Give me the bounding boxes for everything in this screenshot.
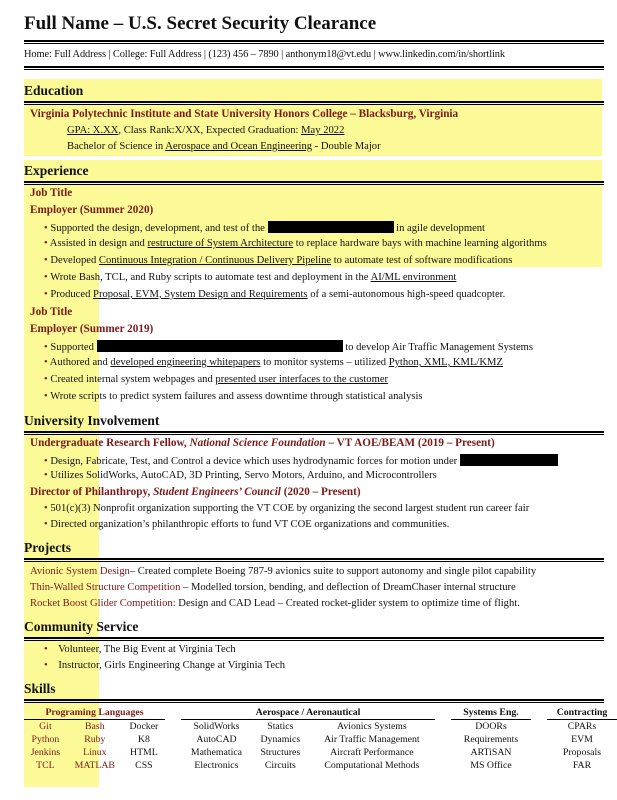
role-2-dates: (2020 – Present) bbox=[280, 486, 361, 498]
bullet-icon: • bbox=[44, 238, 48, 249]
bullet-icon: • bbox=[44, 374, 48, 385]
job1-bullet-3 bbox=[44, 255, 512, 266]
spacer bbox=[165, 720, 181, 734]
bullet-icon: • bbox=[44, 391, 48, 402]
job1-b3-text: Developed bbox=[50, 255, 99, 266]
spacer bbox=[435, 720, 451, 734]
skill-cell: Git bbox=[39, 721, 52, 732]
skills-header-programming: Programing Languages bbox=[24, 705, 165, 720]
title-rule bbox=[24, 40, 604, 44]
section-projects: Projects bbox=[24, 540, 71, 555]
skills-header-aerospace: Aerospace / Aeronautical bbox=[181, 705, 435, 720]
job2-b3-text: Created internal system webpages and bbox=[50, 374, 216, 385]
skills-header-contracting: Contracting bbox=[547, 705, 617, 720]
project-3 bbox=[30, 598, 520, 609]
skill-cell: Air Traffic Management bbox=[324, 734, 420, 745]
class-rank: , Class Rank:X/XX, Expected Graduation: bbox=[118, 125, 302, 136]
skill-cell: Proposals bbox=[562, 747, 602, 758]
spacer bbox=[531, 705, 547, 720]
skill-cell: Mathematica bbox=[190, 747, 243, 758]
skill-cell: K8 bbox=[137, 734, 150, 745]
bullet-icon: • bbox=[44, 456, 48, 467]
skill-cell: ARTiSAN bbox=[470, 747, 512, 758]
skills-rule bbox=[24, 699, 604, 703]
degree-prefix: Bachelor of Science in bbox=[67, 141, 166, 152]
bullet-icon: • bbox=[44, 644, 48, 655]
bullet-icon: • bbox=[44, 255, 48, 266]
section-community: Community Service bbox=[24, 619, 139, 634]
projects-rule bbox=[24, 558, 604, 562]
role-1-title: Undergraduate Research Fellow, bbox=[30, 437, 190, 449]
job2-bullet-2 bbox=[44, 357, 503, 368]
job2-b1-text: Supported bbox=[50, 342, 97, 353]
job2-bullet-1 bbox=[44, 340, 533, 353]
job2-b2-link: developed engineering whitepapers bbox=[110, 357, 261, 368]
skill-cell: Docker bbox=[129, 721, 159, 732]
skill-cell: MS Office bbox=[470, 760, 512, 771]
bullet-icon: • bbox=[44, 503, 48, 514]
skill-cell: Requirements bbox=[463, 734, 519, 745]
job1-b1-suffix: in agile development bbox=[393, 223, 486, 234]
job1-b2-text: Assisted in design and bbox=[49, 238, 148, 249]
skill-cell: AutoCAD bbox=[196, 734, 237, 745]
spacer bbox=[435, 759, 451, 772]
job1-b3-link: Continuous Integration / Continuous Delivery Pipeline bbox=[98, 255, 332, 266]
job2-bullet-3 bbox=[44, 374, 388, 385]
skill-cell: Jenkins bbox=[30, 747, 61, 758]
section-skills: Skills bbox=[24, 681, 56, 696]
role-1-b1-text: Design, Fabricate, Test, and Control a device which uses hydrodynamic forces for motion under bbox=[50, 456, 460, 467]
section-experience: Experience bbox=[24, 163, 89, 178]
project-2-name: Thin-Walled Structure Competition bbox=[30, 582, 181, 593]
redacted-block bbox=[268, 221, 394, 233]
bullet-icon: • bbox=[44, 357, 48, 368]
project-2-desc: – Modelled torsion, bending, and deflection of DreamChaser internal structure bbox=[180, 582, 516, 593]
skill-cell: HTML bbox=[130, 747, 158, 758]
involvement-rule bbox=[24, 431, 604, 435]
role-1-bullet-2 bbox=[44, 470, 437, 481]
degree-major: Aerospace and Ocean Engineering bbox=[165, 141, 313, 152]
role-1-b2-text: Utilizes SolidWorks, AutoCAD, 3D Printing, Servo Motors, Arduino, and Microcontrollers bbox=[50, 470, 437, 481]
job1-b5-link: Proposal, EVM, System Design and Requirements bbox=[93, 289, 308, 300]
job1-b4-link: AI/ML environment bbox=[370, 272, 457, 283]
skill-cell: Ruby bbox=[84, 734, 106, 745]
skill-cell: Python bbox=[31, 734, 60, 745]
job1-bullet-4 bbox=[44, 272, 456, 283]
job1-bullet-1 bbox=[44, 221, 485, 234]
spacer bbox=[531, 720, 547, 734]
bullet-icon: • bbox=[44, 342, 48, 353]
gpa-line bbox=[67, 125, 344, 136]
skill-cell: TCL bbox=[36, 760, 55, 771]
bullet-icon: • bbox=[44, 272, 48, 283]
job1-b2-link: restructure of System Architecture bbox=[147, 238, 294, 249]
community-rule bbox=[24, 637, 604, 641]
skill-cell: EVM bbox=[571, 734, 593, 745]
redacted-block bbox=[460, 454, 558, 466]
project-1-desc: – Created complete Boeing 787-9 avionics suite to support autonomy and single pilot capability bbox=[129, 566, 537, 577]
skill-cell: Linux bbox=[83, 747, 107, 758]
job1-title: Job Title bbox=[30, 187, 73, 199]
role-2-b2-text: Directed organization’s philanthropic efforts to fund VT COE organizations and communities. bbox=[50, 519, 450, 530]
job2-b2-mid: to monitor systems – utilized bbox=[260, 357, 389, 368]
job1-bullet-2 bbox=[44, 238, 547, 249]
skill-cell: Avionics Systems bbox=[336, 721, 407, 732]
role-2-bullet-1 bbox=[44, 503, 529, 514]
role-1-bullet-1 bbox=[44, 454, 558, 467]
job1-b4-text: Wrote Bash, TCL, and Ruby scripts to automate test and deployment in the bbox=[50, 272, 371, 283]
page-title: Full Name – U.S. Secret Security Clearance bbox=[24, 13, 377, 34]
bullet-icon: • bbox=[44, 223, 48, 234]
role-2 bbox=[30, 486, 361, 498]
job2-b3-link: presented user interfaces to the customer bbox=[215, 374, 389, 385]
community-item-2 bbox=[44, 660, 285, 671]
skills-header-row bbox=[24, 705, 617, 720]
education-rule bbox=[24, 101, 604, 105]
skill-cell: MATLAB bbox=[74, 760, 115, 771]
job1-b5-suffix: of a semi-autonomous high-speed quadcopter. bbox=[307, 289, 506, 300]
skills-row bbox=[24, 733, 617, 746]
spacer bbox=[165, 705, 181, 720]
job1-b3-suffix: to automate test of software modifications bbox=[331, 255, 513, 266]
skill-cell: Statics bbox=[267, 721, 294, 732]
role-1-dates: – VT AOE/BEAM (2019 – Present) bbox=[325, 437, 495, 449]
skill-cell: Aircraft Performance bbox=[330, 747, 414, 758]
degree-suffix: - Double Major bbox=[312, 141, 381, 152]
project-3-desc: Design and CAD Lead – Created rocket-glider system to optimize time of flight. bbox=[175, 598, 520, 609]
skill-cell: Structures bbox=[260, 747, 301, 758]
contact-rule bbox=[24, 66, 604, 70]
section-education: Education bbox=[24, 83, 84, 98]
job2-employer: Employer (Summer 2019) bbox=[30, 323, 154, 335]
bullet-icon: • bbox=[44, 519, 48, 530]
role-1-org: National Science Foundation bbox=[189, 437, 326, 449]
role-2-title: Director of Philanthropy, bbox=[30, 486, 154, 498]
spacer bbox=[531, 733, 547, 746]
spacer bbox=[435, 733, 451, 746]
community-item-2-text: Instructor, Girls Engineering Change at Virginia Tech bbox=[58, 660, 286, 671]
contact-line: Home: Full Address | College: Full Address | (123) 456 – 7890 | anthonym18@vt.edu | www.linkedin.com/in/shortlink bbox=[24, 49, 505, 60]
role-2-org: Student Engineers’ Council bbox=[153, 486, 281, 498]
role-1 bbox=[30, 437, 495, 449]
skill-cell: Dynamics bbox=[260, 734, 301, 745]
degree-line bbox=[67, 141, 381, 152]
spacer bbox=[165, 733, 181, 746]
spacer bbox=[435, 746, 451, 759]
job1-b1-text: Supported the design, development, and test of the bbox=[50, 223, 268, 234]
skills-row bbox=[24, 746, 617, 759]
role-2-b1-text: 501(c)(3) Nonprofit organization supporting the VT COE by organizing the second largest student run career fair bbox=[50, 503, 530, 514]
community-item-1 bbox=[44, 644, 236, 655]
bullet-icon: • bbox=[44, 470, 48, 481]
job1-employer: Employer (Summer 2020) bbox=[30, 204, 154, 216]
spacer bbox=[165, 746, 181, 759]
experience-rule bbox=[24, 181, 604, 185]
job2-b4-text: Wrote scripts to predict system failures and assess downtime through statistical analysis bbox=[50, 391, 423, 402]
skills-table bbox=[24, 705, 617, 772]
job1-b2-suffix: to replace hardware bays with machine learning algorithms bbox=[293, 238, 547, 249]
job2-title: Job Title bbox=[30, 306, 73, 318]
spacer bbox=[435, 705, 451, 720]
skill-cell: DOORs bbox=[475, 721, 507, 732]
job1-bullet-5 bbox=[44, 289, 505, 300]
bullet-icon: • bbox=[44, 289, 48, 300]
bullet-icon: • bbox=[44, 660, 48, 671]
spacer bbox=[531, 759, 547, 772]
skill-cell: CSS bbox=[135, 760, 153, 771]
project-2 bbox=[30, 582, 516, 593]
skills-row bbox=[24, 759, 617, 772]
job1-b5-text: Produced bbox=[50, 289, 94, 300]
job2-b2-text: Authored and bbox=[49, 357, 111, 368]
skills-header-systems: Systems Eng. bbox=[451, 705, 531, 720]
project-1-name: Avionic System Design bbox=[30, 566, 130, 577]
spacer bbox=[531, 746, 547, 759]
skill-cell: Computational Methods bbox=[324, 760, 420, 771]
skill-cell: Electronics bbox=[194, 760, 239, 771]
job2-b2-link2: Python, XML, KML/KMZ bbox=[388, 357, 503, 368]
project-1 bbox=[30, 566, 536, 577]
job2-b1-suffix: to develop Air Traffic Management Systems bbox=[342, 342, 534, 353]
skill-cell: SolidWorks bbox=[193, 721, 240, 732]
skills-row bbox=[24, 720, 617, 734]
spacer bbox=[165, 759, 181, 772]
skill-cell: FAR bbox=[572, 760, 592, 771]
community-item-1-text: Volunteer, The Big Event at Virginia Tech bbox=[58, 644, 236, 655]
gpa: GPA: X.XX bbox=[67, 125, 119, 136]
job2-bullet-4 bbox=[44, 391, 423, 402]
project-3-name: Rocket Boost Glider Competition: bbox=[30, 598, 176, 609]
section-involvement: University Involvement bbox=[24, 413, 160, 428]
skill-cell: CPARs bbox=[567, 721, 597, 732]
skill-cell: Circuits bbox=[264, 760, 296, 771]
school-name: Virginia Polytechnic Institute and State University Honors College – Blacksburg, Virginia bbox=[30, 108, 459, 120]
role-2-bullet-2 bbox=[44, 519, 449, 530]
skill-cell: Bash bbox=[85, 721, 105, 732]
graduation-date: May 2022 bbox=[301, 125, 345, 136]
redacted-block bbox=[97, 340, 343, 352]
